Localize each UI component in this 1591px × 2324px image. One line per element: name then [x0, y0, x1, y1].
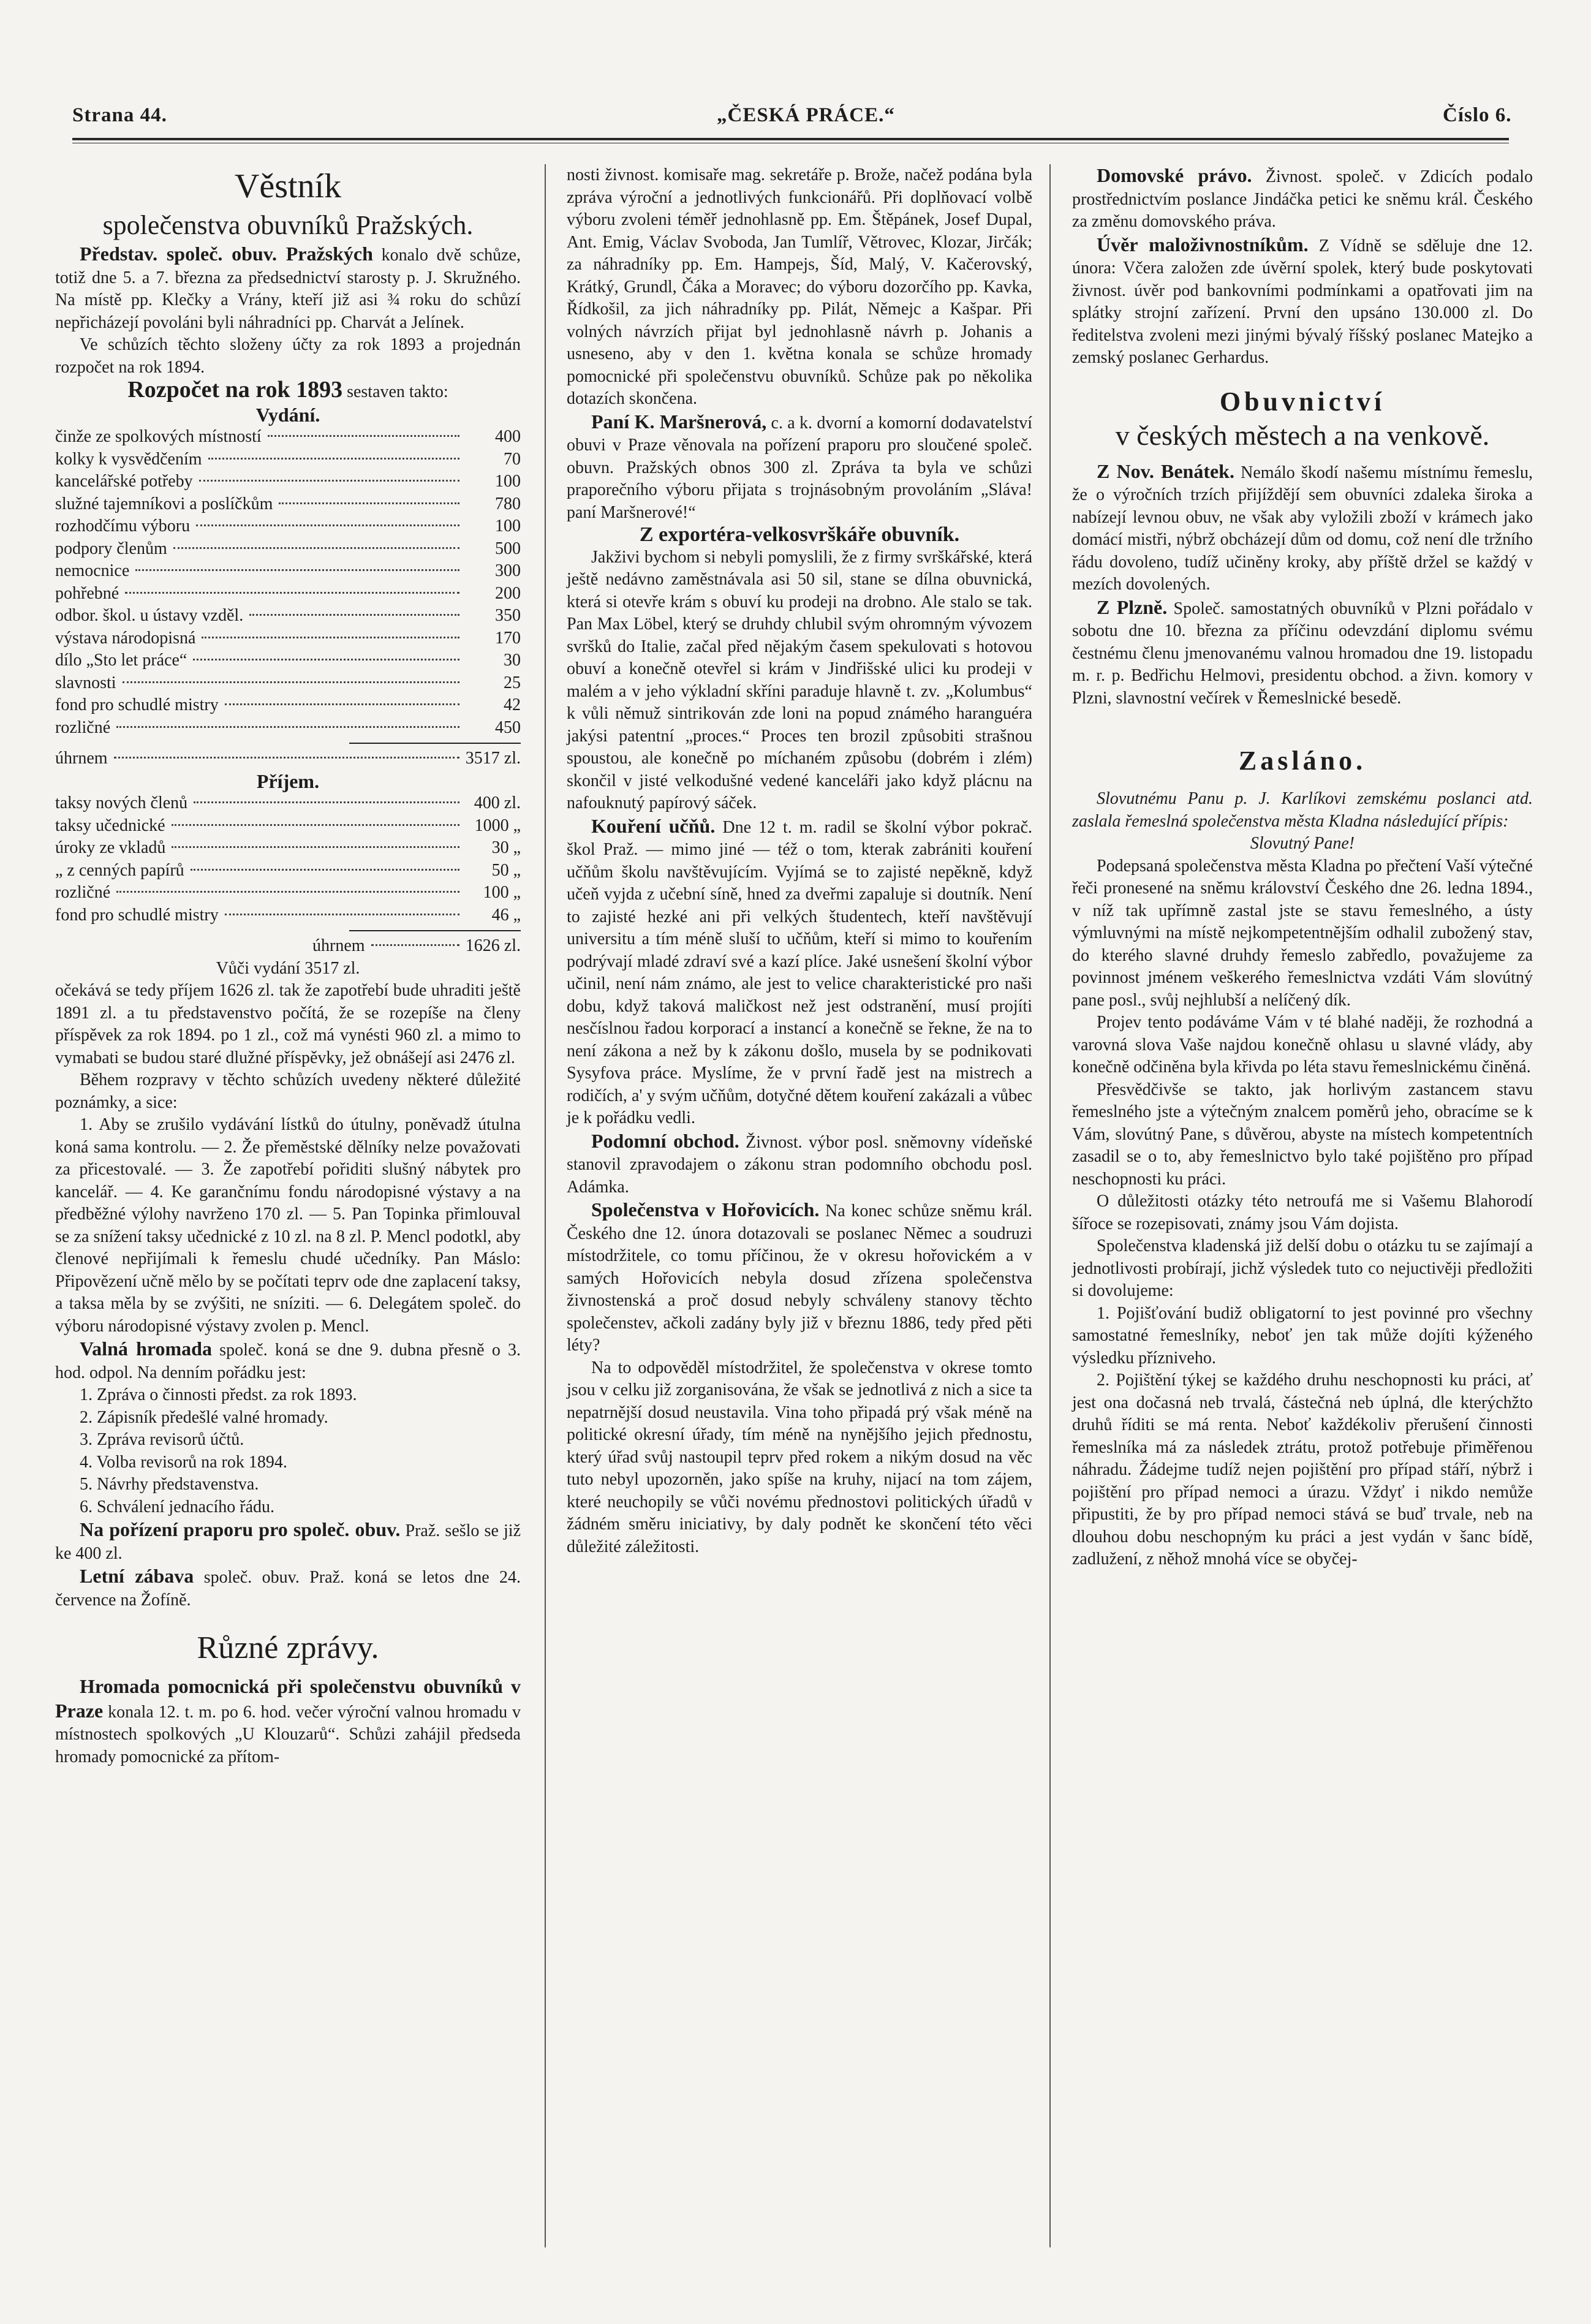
section-subtitle: v českých městech a na venkově. — [1115, 419, 1490, 451]
row-amount: 300 — [495, 561, 521, 580]
budget-heading — [55, 379, 521, 404]
article-text: Praž. sešlo se již ke 400 zl. — [55, 1521, 521, 1563]
article-text: Na konec schůze sněmu král. Českého dne 12. února dotazovali se poslanec Němec a soudruzi místodržitele, co tomu příčinou, že v okresu hořovickém a v samých Hořovicích nebyla dosud zřízena společenstva živnostenská a proč dosud nebyly schváleny stanovy těchto společenstev, ačkoli zadány byly již v březnu 1886, tedy před pěti léty? — [567, 1202, 1032, 1355]
row-amount: 100 „ — [483, 883, 521, 902]
article-text: 1. Pojišťování budiž obligatorní to jest povinné pro všechny samostatné řemeslníky, neboť jen tak může dojíti kýženého výsledku přízniveho. — [1072, 1303, 1533, 1368]
article-text: Na to odpověděl místodržitel, že společenstva v okrese tomto jsou v celku již zorganisována, že však se jednotlivá z nich a sice ta nepatrnější dosud neustavila. Vina toho připadá prý však méně na politické okresní úřady, tím méně na nynějšího jejich přednostu, který úřad svůj nastoupil teprv před rokem a nikým dosud na věc tuto nebyl upozorněn, jako spíše na kruhy, nijací na tom zájem, které neuchopily se vůči novému přednostovi politických úřadů v žádném směru iniciativy, by daly podnět ke skončení této věci důležité záležitosti. — [567, 1358, 1032, 1556]
budget-row — [55, 904, 521, 927]
row-label: výstava národopisná — [55, 628, 196, 648]
row-amount: 450 — [495, 717, 521, 737]
article — [1072, 164, 1533, 233]
agenda-item: 6. Schválení jednacího řádu. — [80, 1497, 275, 1516]
row-amount: 350 — [495, 606, 521, 625]
income-title: Příjem. — [256, 770, 320, 792]
row-amount: 780 — [495, 494, 521, 513]
budget-row — [55, 649, 521, 672]
row-label: „ z cenných papírů — [55, 860, 184, 880]
article-text: Nemálo škodí našemu místnímu řemeslu, že o výročních trzích přijíždějí sem obuvníci zdaleka široka a nabízejí levnou obuv, ne však aby vyložili zboží v krámech jako domácí mistři, nýbrž obcházejí dům od domu, což není dle tržního řádu dovoleno, tudíž učiněny kroky, aby příště držel se každý v mezích dovolených. — [1072, 463, 1533, 594]
section-title: Zasláno. — [1238, 746, 1367, 776]
article-lead: Společenstva v Hořovicích. — [591, 1198, 820, 1221]
row-label: činže ze spolkových místností — [55, 427, 262, 446]
article-lead: Z Plzně. — [1097, 596, 1168, 618]
sum-rule — [349, 743, 521, 744]
budget-title-rest: sestaven takto: — [347, 382, 448, 401]
budget-row — [55, 694, 521, 717]
row-label: taksy učednické — [55, 816, 165, 835]
budget-row — [55, 672, 521, 695]
row-amount: 42 — [504, 695, 521, 714]
article-lead: Valná hromada — [80, 1338, 212, 1360]
article-text: společ. koná se dne 9. dubna přesně o 3. hod. odpol. Na denním pořádku jest: — [55, 1341, 521, 1382]
article-text: Ve schůzích těchto složeny účty za rok 1893 a projednán rozpočet na rok 1894. — [55, 335, 521, 377]
article-lead: Kouření učňů. — [591, 814, 716, 837]
budget-row — [55, 560, 521, 583]
budget-row — [55, 515, 521, 538]
article-text: konala 12. t. m. po 6. hod. večer výroční valnou hromadu v místnostech spolkových „U Klouzarů“. Schůzi zahájil předseda hromady pomocnické za přítom- — [55, 1702, 521, 1766]
article-text: Jakživi bychom si nebyli pomyslili, že z firmy svrškářské, která ještě nedávno zaměstnávala asi 50 sil, stane se dílna obuvnická, která si otevře krám s obuví ku prodeji na drobno. Ale stalo se tak. Pan Max Löbel, který se druhdy chlubil svým ohromným vývozem svršků do Italie, začal před nějakým časem spekulovati s hotovou obuví a konečně otevřel si krám v Jindřišské ulici ku prodeji v malém a v jeho výkladní skříni paraduje hlavně t. zv. „Kolumbus“ k vůli němuž sintrikován zde loni na popud známého haranguéra jakýsi patentní „proces.“ Proces ten brozil způsobiti strašnou spoustou, ale konečně po míchaném způsobu (dobrém i zlém) skončil v jisté velkodušné vedené kanceláři jako když plácnu na nafouknutý papírový sáček. — [567, 547, 1032, 812]
row-label: kolky k vysvědčením — [55, 449, 202, 469]
total-value: 3517 zl. — [465, 749, 521, 768]
article — [567, 815, 1032, 1130]
header-rule — [72, 138, 1509, 140]
agenda-item: 1. Zpráva o činnosti předst. za rok 1893. — [80, 1385, 357, 1404]
row-amount: 50 „ — [491, 860, 521, 880]
budget-row — [55, 538, 521, 561]
budget-row — [55, 837, 521, 860]
article-text: Dne 12 t. m. radil se školní výbor pokrač. škol Praž. — mimo jiné — též o tom, kterak zabrániti kouření učňům školu navštěvujícím. Vyjímá se to zajisté nepěkně, když učeň vyjda z učební síně, hned za dveřmi zapaluje si doutník. Není to zajisté hezké ani při velkých študentech, kteří navštěvují universitu a tím méně sluší to učňům, kteří si mimo to kouřením podrývají mladé zdraví své a kazí plíce. Jaké usnešení školní výbor učinil, není nám známo, ale jest to velice charakteristické pro naši dobu, když taková maličkost než jest odstranění, musí projíti nesčíslnou řadou korporací a instancí a konečně se řekne, že na to není zákona a než by k zákonu došlo, musela by se podnikovati Sysyfova práce. Myslíme, že v první řadě jest na mistrech a rodičích, a' y svým učňům, dotyčné dětem kouření zakázali a vůbec je k pořádku vedli. — [567, 817, 1032, 1127]
row-amount: 400 — [495, 427, 521, 446]
row-amount: 200 — [495, 583, 521, 603]
total-label: úhrnem — [55, 749, 108, 768]
article-text: konalo dvě schůze, totiž dne 5. a 7. března za předsednictví starosty p. J. Skružného. Na místě pp. Klečky a Vrány, kteří již asi ¾ roku do schůzí nepřicházejí povoláni byli náhradníci pp. Charvát a Jelínek. — [55, 246, 521, 332]
article-lead: Paní K. Maršnerová, — [591, 410, 767, 433]
article-text: c. a k. dvorní a komorní dodavatelství obuvi v Praze věnovala na pořízení praporu pro sloučené společ. obuvn. Pražských obnos 300 zl. Zpráva ta byla ve schůzi praporečního výboru přijata s trojnásobným provoláním „Sláva! paní Maršnerové!“ — [567, 413, 1032, 522]
row-label: fond pro schudlé mistry — [55, 695, 219, 714]
budget-row — [55, 860, 521, 882]
row-label: podpory členům — [55, 539, 167, 558]
article-lead: Na pořízení praporu pro společ. obuv. — [80, 1518, 401, 1540]
article-text: společ. obuv. Praž. koná se letos dne 24. července na Žofíně. — [55, 1568, 521, 1610]
article-text: Živnost. společ. v Zdicích podalo prostřednictvím poslance Jindáčka petici ke sněmu král. Českého za změnu domovského práva. — [1072, 167, 1533, 231]
article-lead: Hromada pomocnická při společenstvu obuvníků v Praze — [55, 1675, 521, 1722]
row-label: kancelářské potřeby — [55, 472, 193, 491]
row-amount: 500 — [495, 539, 521, 558]
article-text: Projev tento podáváme Vám v té blahé naději, že rozhodná a varovná slova Vaše najdou konečně ohlasu u slavné vlády, aby konečně odčiněna byla křivda po léta stavu řemeslnickému činěná. — [1072, 1013, 1533, 1077]
budget-row — [55, 449, 521, 471]
row-amount: 30 „ — [491, 838, 521, 857]
row-label: pohřebné — [55, 583, 119, 603]
budget-row — [55, 493, 521, 516]
agenda-item: 4. Volba revisorů na rok 1894. — [80, 1452, 287, 1472]
agenda-item: 3. Zpráva revisorů účtů. — [80, 1430, 244, 1449]
budget-row — [55, 717, 521, 740]
article-text: 2. Pojištění týkej se každého druhu neschopnosti ku práci, ať jest ona dočasná neb trvalá, částečná neb úplná, dle kterýchžto druhů říditi se má renta. Neboť každékoliv přerušení činnosti řemeslníka má za následek ztrátu, protož potřebuje přiměřenou náhradu. Žádejme tudíž nejen pojištění pro případ stáří, nýbrž i pojištění pro případ nemoci a úrazu. Vždyť i nikdo nemůže připustiti, že by pro případ nemoci stává se buď trvale, neb na dlouhou dobu neschopným ku práci a jest vydán v šanc bídě, zadlužení, z něhož mnohá více se obyčej- — [1072, 1371, 1533, 1569]
agenda-item: 2. Zápisník předešlé valné hromady. — [80, 1407, 328, 1427]
budget-row — [55, 426, 521, 449]
row-label: úroky ze vkladů — [55, 838, 166, 857]
article — [55, 1518, 521, 1565]
budget-row — [55, 583, 521, 605]
article-text: Podepsaná společenstva města Kladna po přečtení Vaší výtečné řeči pronesené na sněmu království Českého dne 26. ledna 1894., v níž tak upřímně zastal jste se stavu řemeslného, a ústy výmluvnými na místě nejkompetentnějším odhalil zubožený stav, do kterého slavné druhdy řemeslo zabředlo, považujeme za povinnost jménem veškerého řemeslnictva vzdáti Vám slovútný pane posl., svůj nejhlubší a nelíčený dík. — [1072, 856, 1533, 1010]
article-text: Během rozpravy v těchto schůzích uvedeny některé důležité poznámky, a sice: — [55, 1070, 521, 1112]
agenda-list — [55, 1384, 521, 1518]
budget-row — [55, 605, 521, 627]
article-lead: Domovské právo. — [1097, 164, 1252, 186]
row-amount: 70 — [504, 449, 521, 469]
article-lead: Letní zábava — [80, 1565, 194, 1587]
row-label: fond pro schudlé mistry — [55, 905, 219, 925]
section-title: Věstník — [234, 167, 342, 205]
comparison-line: Vůči vydání 3517 zl. — [216, 958, 360, 978]
budget-row — [55, 627, 521, 650]
section-subtitle: společenstva obuvníků Pražských. — [102, 210, 474, 240]
expenses-title: Vydání. — [255, 403, 320, 426]
budget-title: Rozpočet na rok 1893 — [127, 377, 343, 403]
letter-salutation: Slovutný Pane! — [1250, 834, 1355, 853]
row-label: slavnosti — [55, 673, 116, 692]
article — [55, 1338, 521, 1384]
article — [1072, 460, 1533, 596]
column-right — [1072, 164, 1533, 1571]
section-title: Obuvnictví — [1219, 386, 1386, 417]
article — [1072, 233, 1533, 369]
row-label: rozličné — [55, 883, 111, 902]
journal-title: „ČESKÁ PRÁCE.“ — [717, 104, 895, 126]
article — [1072, 596, 1533, 710]
row-amount: 25 — [504, 673, 521, 692]
income-table — [55, 792, 521, 926]
expenses-total-row — [55, 748, 521, 770]
row-label: dílo „Sto let práce“ — [55, 651, 187, 670]
article-text: Přesvědčivše se takto, jak horlivým zastancem stavu řemeslného jste a výtečným znalcem poměrů jeho, obracíme se k Vám, slovútný Pane, s důvěrou, abyste na místech kompetentních zasadil se o to, aby řemeslnictvo bylo také pojištěno pro případ neschopnosti ku práci. — [1072, 1080, 1533, 1189]
article-text: očekává se tedy příjem 1626 zl. tak že zapotřebí bude uhraditi ještě 1891 zl. a tu představenstvo počítá, že se rozepíše na členy příspěvek za rok 1894. po 1 zl., což má vynésti 960 zl. a mimo to vymabati se budou staré dlužné příspěvky, jež obnášejí asi 2476 zl. — [55, 981, 521, 1067]
sum-rule — [349, 930, 521, 931]
section-title: Různé zprávy. — [197, 1630, 379, 1665]
column-left — [55, 164, 521, 1768]
row-amount: 46 „ — [491, 905, 521, 925]
expenses-table — [55, 426, 521, 739]
column-rule — [1049, 164, 1051, 2247]
row-amount: 170 — [495, 628, 521, 648]
budget-row — [55, 471, 521, 493]
article-text: Společenstva kladenská již delší dobu o otázku tu se zajímají a jednotlivosti probírají, jichž výsledek tuto co nejuctivěji předložiti si dovolujeme: — [1072, 1236, 1533, 1300]
row-label: taksy nových členů — [55, 793, 188, 812]
article-heading: Z exportéra-velkosvrškáře obuvník. — [639, 523, 960, 546]
page-header — [0, 104, 1591, 141]
budget-row — [55, 792, 521, 815]
article-text: Z Vídně se sděluje dne 12. února: Včera založen zde úvěrní spolek, který bude poskytovati živnost. úvěr pod bankovními podmínkami a opatřovati jim na splátky strojní zařízení. První den upsáno 130.000 zl. Do ředitelstva zvoleni mezi jinými bývalý říšský poslanec Matejko a zemský poslanec Gerhardus. — [1072, 236, 1533, 367]
budget-row — [55, 882, 521, 904]
article-lead: Úvěr maloživnostníkům. — [1097, 233, 1309, 255]
article — [567, 1198, 1032, 1357]
income-total-row — [55, 935, 521, 958]
article — [567, 1130, 1032, 1199]
row-label: služné tajemníkovi a poslíčkům — [55, 494, 273, 513]
article — [55, 243, 521, 334]
column-rule — [545, 164, 546, 2247]
article-text: nosti živnost. komisaře mag. sekretáře p. Brože, načež podána byla zpráva výroční a jednotlivých funkcionářů. Při doplňovací volbě výboru zvoleni téměř jednohlasně pp. Em. Štěpánek, Josef Dupal, Ant. Emig, Václav Svoboda, Jan Tumlíř, Větrovec, Klozar, Jirčák; za náhradníky pp. Em. Hampejs, Šíd, Malý, V. Kačerovský, Krátký, Grundl, Čáka a Moravec; do výboru dozorčího pp. Kavka, Řídkošil, za jich náhradníky pp. Pilát, Němejc a Kašpar. Při volných návrzích přijat byl jednohlasně návrh p. Johanis a usneseno, aby v den 1. května konala se schůze hromady pomocnické při společenstvu obuvníků. Schůze pak po několika dotazích skončena. — [567, 165, 1032, 408]
article-lead: Z Nov. Benátek. — [1097, 460, 1234, 482]
row-amount: 400 zl. — [474, 793, 521, 812]
row-label: nemocnice — [55, 561, 130, 580]
article — [567, 411, 1032, 524]
budget-row — [55, 815, 521, 838]
total-value: 1626 zl. — [465, 936, 521, 955]
article — [55, 1565, 521, 1611]
agenda-item: 5. Návrhy představenstva. — [80, 1475, 259, 1494]
row-amount: 1000 „ — [474, 816, 521, 835]
letter-intro: Slovutnému Panu p. J. Karlíkovi zemskému poslanci atd. zaslala řemeslná společenstva města Kladna následující přípis: — [1072, 789, 1533, 831]
row-amount: 100 — [495, 472, 521, 491]
article-lead: Podomní obchod. — [591, 1129, 739, 1152]
row-amount: 100 — [495, 517, 521, 536]
row-label: rozhodčímu výboru — [55, 517, 191, 536]
issue-number: Číslo 6. — [1443, 104, 1512, 126]
article-text: 1. Aby se zrušilo vydávání lístků do útulny, poněvadž útulna koná sama kontrolu. — 2. Že přeměstské dělníky nelze považovati za přicestovalé. — 3. Že zapotřebí pořiditi slušný nábytek pro kancelář. — 4. Ke garančnímu fondu národopisné výstavy a na předběžné výlohy navrženo 170 zl. — 5. Pan Topinka přimlouval se za snížení taksy učednické z 10 zl. na 8 zl. P. Mencl podotkl, aby členové nepřijímali k řemeslu chudé učedníky. Pan Máslo: Připovězení učně mělo by se počítati teprv ode dne zaplacení taksy, a taksa měla by se zvýšiti, ne sníziti. — 6. Delegátem společ. do výboru národopisné výstavy zvolen p. Mencl. — [55, 1115, 521, 1336]
row-amount: 30 — [504, 651, 521, 670]
article-lead: Představ. společ. obuv. Pražských — [80, 243, 373, 265]
article-text: Společ. samostatných obuvníků v Plzni pořádalo v sobotu dne 10. března za příčinu odevzdání diplomu svému čestnému členu jmenovanému valnou hromadou dne 19. listopadu m. r. p. Bedřichu Helmovi, presidentu obchod. a živn. komory v Plzni, slavnostní večírek v Řemeslnické besedě. — [1072, 599, 1533, 708]
article — [55, 1675, 521, 1768]
total-label: úhrnem — [312, 936, 365, 955]
row-label: odbor. škol. u ústavy vzděl. — [55, 606, 244, 625]
article-text: O důležitosti otázky této netroufá me si Vašemu Blahorodí šířoce se rozepisovati, známy jsou Vám dojista. — [1072, 1192, 1533, 1233]
row-label: rozličné — [55, 717, 111, 737]
column-middle — [567, 164, 1032, 1558]
page-number: Strana 44. — [72, 104, 167, 126]
article-text: Živnost. výbor posl. sněmovny vídeňské stanovil zpravodajem o zákonu stran podomního obchodu posl. Adámka. — [567, 1132, 1032, 1197]
